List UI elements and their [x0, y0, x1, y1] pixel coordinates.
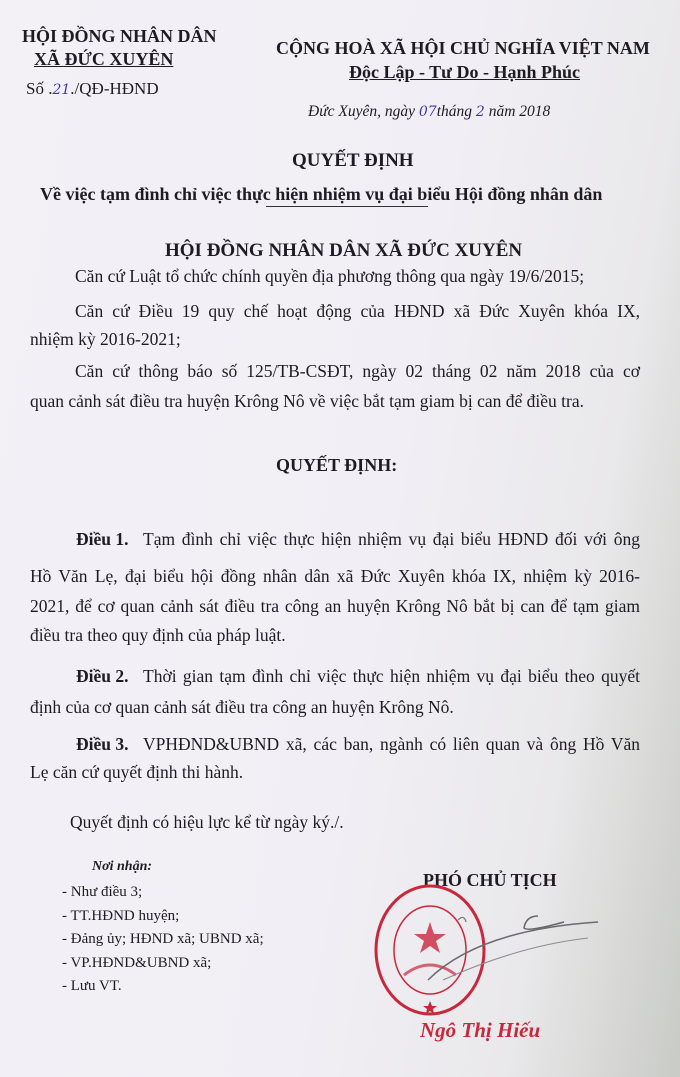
org-name: HỘI ĐỒNG NHÂN DÂN	[22, 26, 217, 46]
recipient-item: - TT.HĐND huyện;	[62, 907, 180, 924]
recipients-heading: Nơi nhận:	[92, 859, 153, 874]
signer-title: PHÓ CHỦ TỊCH	[423, 870, 557, 890]
number-prefix: Số .	[26, 79, 53, 98]
article-line: VPHĐND&UBND xã, các ban, ngành có liên quan và ông Hồ Văn	[143, 734, 640, 754]
article-line: Tạm đình chỉ việc thực hiện nhiệm vụ đại biểu HĐND đối với ông	[143, 529, 640, 549]
article-label: Điều 2.	[76, 666, 129, 686]
date-prefix: Đức Xuyên, ngày	[308, 103, 419, 120]
number-suffix: ./QĐ-HĐND	[70, 79, 159, 98]
article-label: Điều 1.	[76, 529, 129, 549]
signer-name: Ngô Thị Hiếu	[420, 1018, 541, 1042]
date-month: 2	[475, 104, 485, 120]
decision-heading: QUYẾT ĐỊNH:	[276, 455, 398, 475]
document-subtitle: Về việc tạm đình chỉ việc thực hiện nhiệm vụ đại biểu Hội đồng nhân dân	[40, 184, 603, 204]
date-year: năm 2018	[484, 103, 551, 120]
country-name: CỘNG HOÀ XÃ HỘI CHỦ NGHĨA VIỆT NAM	[276, 38, 650, 58]
subtitle-underline	[266, 206, 428, 207]
legal-basis-line: Căn cứ Điều 19 quy chế hoạt động của HĐND xã Đức Xuyên khóa IX,	[75, 301, 640, 321]
national-motto: Độc Lập - Tư Do - Hạnh Phúc	[349, 62, 581, 82]
article-line: 2021, để cơ quan cảnh sát điều tra công an huyện Krông Nô bắt bị can để tạm giam	[30, 596, 640, 616]
recipient-item: - Lưu VT.	[62, 978, 122, 994]
date-month-label: tháng	[436, 103, 476, 120]
article-label: Điều 3.	[76, 734, 129, 754]
recipient-item: - Đảng ủy; HĐND xã; UBND xã;	[62, 931, 264, 947]
recipient-item: - Như điều 3;	[62, 884, 143, 900]
legal-basis-line: Căn cứ Luật tổ chức chính quyền địa phương thông qua ngày 19/6/2015;	[75, 266, 585, 286]
article-line: Lẹ căn cứ quyết định thi hành.	[30, 762, 244, 782]
number-handwritten: 21	[52, 82, 71, 98]
commune-name	[34, 49, 173, 70]
legal-basis-line: Căn cứ thông báo số 125/TB-CSĐT, ngày 02 tháng 02 năm 2018 của cơ	[75, 361, 640, 381]
legal-basis-line: nhiệm kỳ 2016-2021;	[30, 329, 181, 349]
article-line: Hồ Văn Lẹ, đại biểu hội đồng nhân dân xã Đức Xuyên khóa IX, nhiệm kỳ 2016-	[30, 566, 640, 586]
commune-name-text: XÃ ĐỨC XUYÊN	[34, 49, 174, 69]
article-line: định của cơ quan cảnh sát điều tra công an huyện Krông Nô.	[30, 697, 454, 717]
issuing-authority: HỘI ĐỒNG NHÂN DÂN XÃ ĐỨC XUYÊN	[165, 240, 523, 261]
date-day: 07	[418, 104, 437, 120]
effective-clause: Quyết định có hiệu lực kể từ ngày ký./.	[70, 812, 344, 832]
document-date	[308, 103, 550, 121]
document-title: QUYẾT ĐỊNH	[292, 150, 414, 171]
article-line: điều tra theo quy định của pháp luật.	[30, 625, 286, 645]
document-number	[26, 79, 159, 99]
recipients-list	[62, 881, 264, 999]
official-stamp-icon	[368, 880, 608, 1040]
legal-basis-line: quan cảnh sát điều tra huyện Krông Nô về việc bắt tạm giam bị can để điều tra.	[30, 391, 584, 411]
article-line: Thời gian tạm đình chỉ việc thực hiện nhiệm vụ đại biểu theo quyết	[143, 666, 640, 686]
recipient-item: - VP.HĐND&UBND xã;	[62, 954, 212, 971]
